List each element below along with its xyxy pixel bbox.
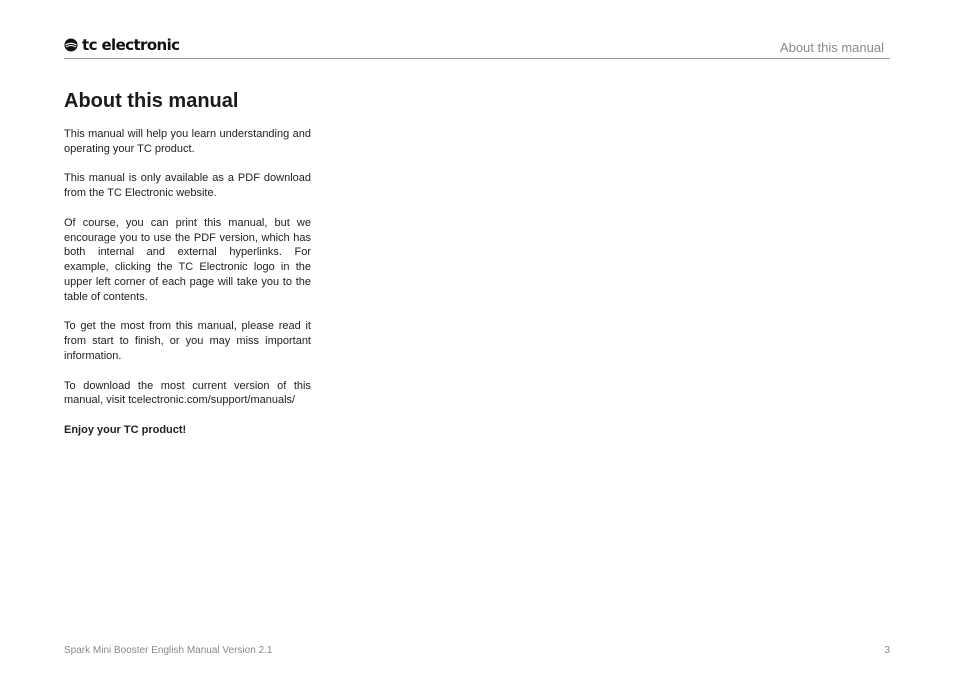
section-label: About this manual — [779, 40, 884, 55]
page-title: About this manual — [64, 90, 239, 112]
paragraph-intro: This manual will help you learn understanding and operating your TC product. — [64, 128, 311, 155]
body-text — [64, 127, 311, 453]
tc-electronic-logo-link[interactable] — [64, 37, 179, 53]
paragraph-pdf-availability: This manual is only available as a PDF download from the TC Electronic website. — [64, 172, 311, 200]
paragraph-read-through: To get the most from this manual, please read it from start to finish, or you may miss important information. — [64, 320, 311, 362]
closing-line: Enjoy your TC product! — [64, 423, 187, 436]
footer-page-number: 3 — [884, 645, 890, 656]
paragraph-download: To download the most current version of this manual, visit tcelectronic.com/support/manuals/ — [64, 379, 311, 407]
footer-doc-title: Spark Mini Booster English Manual Version 2.1 — [64, 645, 273, 656]
logo-wordmark: tc electronic — [82, 36, 180, 54]
page-header — [64, 36, 890, 59]
tc-logo-icon — [64, 38, 78, 52]
paragraph-printing: Of course, you can print this manual, but we encourage you to use the PDF version, which has both internal and external hyperlinks. For example, clicking the TC Electronic logo in the upper left corner of each page will take you to the table of contents. — [64, 216, 311, 303]
